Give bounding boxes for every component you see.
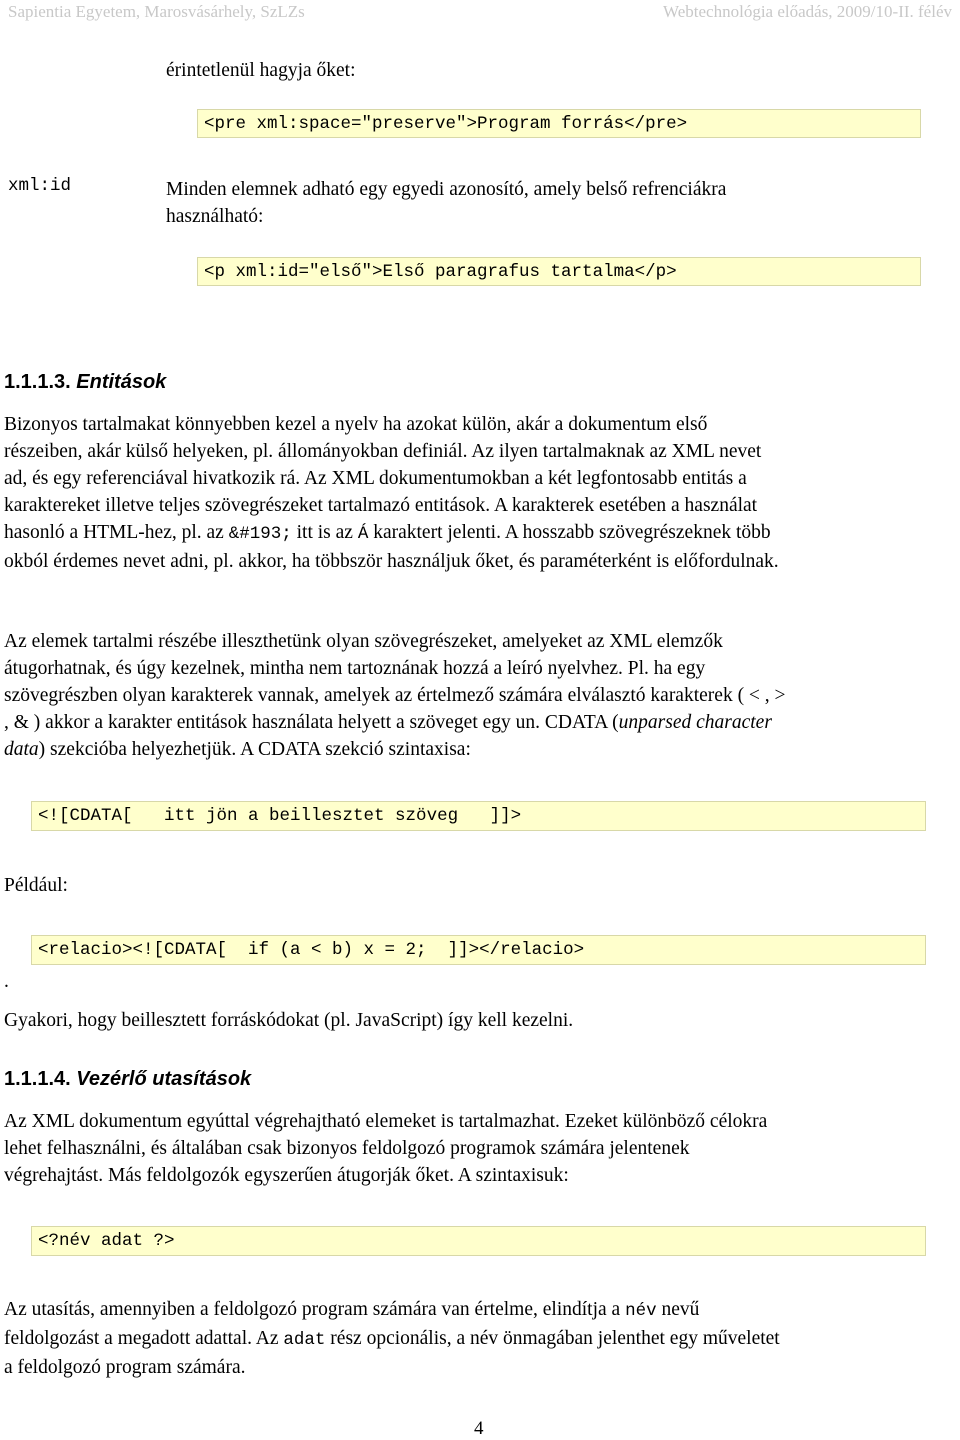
section-heading-processing-instructions: [4, 1068, 251, 1091]
xmlid-desc-line-2: használható:: [166, 206, 264, 227]
text-line: karaktereket illetve teljes szövegrészeket tartalmazó entitások. A karakterek esetében a használat: [4, 495, 758, 516]
section-title: Entitások: [76, 371, 167, 393]
text-segment: ) szekcióba helyezhetjük. A CDATA szekció szintaxisa:: [38, 739, 471, 760]
text-segment: nevű: [656, 1299, 700, 1320]
page-number: 4: [474, 1418, 484, 1439]
code-box-pi: <?név adat ?>: [31, 1226, 926, 1256]
header-lecture-title: Webtechnológia előadás, 2009/10-II. félév: [663, 2, 952, 21]
text-segment: rész opcionális, a név önmagában jelenthet egy műveletet: [325, 1328, 780, 1349]
text-line: végrehajtást. Más feldolgozók egyszerűen átugorják őket. A szintaxisuk:: [4, 1165, 569, 1186]
inline-code-nev: név: [625, 1301, 657, 1321]
text-segment: itt is az: [291, 522, 358, 543]
text-segment: Az utasítás, amennyiben a feldolgozó program számára van értelme, elindítja a: [4, 1299, 626, 1320]
text-segment: , & ) akkor a karakter entitások használata helyett a szöveget egy un. CDATA (: [4, 712, 619, 733]
code-box-relacio: <relacio><![CDATA[ if (a < b) x = 2; ]]></relacio>: [31, 935, 926, 965]
inline-code-char: Á: [357, 524, 369, 544]
xmlid-description: [166, 176, 726, 230]
text-segment: Az ilyen tartalmaknak az XML nevet: [467, 441, 762, 462]
xmlid-desc-line-1: Minden elemnek adható egy egyedi azonosító, amely belső refrenciákra: [166, 179, 727, 200]
text-line: szövegrészben olyan karakterek vannak, amelyek az értelmező számára elválasztó karakterek ( < , >: [4, 685, 786, 706]
text-line: Bizonyos tartalmakat könnyebben kezel a nyelv ha azokat külön, akár a dokumentum első: [4, 414, 708, 435]
header-course-institution: Sapientia Egyetem, Marosvásárhely, SzLZs: [8, 2, 305, 21]
text-segment: ad, és egy referenciával hivatkozik rá.: [4, 468, 301, 489]
section-number: 1.1.1.4.: [4, 1068, 71, 1090]
text-line: okból érdemes nevet adni, pl. akkor, ha többször használjuk őket, és paraméterként is előfordulnak.: [4, 551, 779, 572]
section-title: Vezérlő utasítások: [76, 1068, 252, 1090]
code-box-cdata: <![CDATA[ itt jön a beillesztet szöveg ]]>: [31, 801, 926, 831]
text-line: [4, 1296, 949, 1325]
text-line: [4, 709, 949, 736]
common-usage-text: Gyakori, hogy beillesztett forráskódokat (pl. JavaScript) így kell kezelni.: [4, 1010, 574, 1031]
example-label: Például:: [4, 875, 68, 896]
xmlid-term: xml:id: [8, 176, 72, 196]
section-heading-entities: [4, 371, 166, 394]
text-segment: feldolgozást a megadott adattal. Az: [4, 1328, 284, 1349]
code-box-xmlid: <p xml:id="első">Első paragrafus tartalma</p>: [197, 257, 921, 286]
text-segment: Az XML dokumentumokban a két legfontosabb entitás a: [300, 468, 747, 489]
text-segment: részeiben, akár külső helyeken, pl. állományokban definiál.: [4, 441, 468, 462]
text-line: lehet felhasználni, és általában csak bizonyos feldolgozó programok számára jelentenek: [4, 1138, 690, 1159]
pi-paragraph-1: [4, 1108, 949, 1189]
text-segment: karaktert jelenti. A hosszabb szövegrészeknek több: [368, 522, 771, 543]
entities-paragraph-1: [4, 411, 949, 575]
intro-text: érintetlenül hagyja őket:: [166, 60, 356, 81]
text-line: Az elemek tartalmi részébe illeszthetünk olyan szövegrészeket, amelyeket az XML elemzők: [4, 631, 723, 652]
text-line: átugorhatnak, és úgy kezelnek, mintha nem tartoznának hozzá a leíró nyelvhez. Pl. ha egy: [4, 658, 706, 679]
italic-term: data: [4, 739, 39, 760]
text-line: Az XML dokumentum egyúttal végrehajtható elemeket is tartalmazhat. Ezeket különböző célokra: [4, 1111, 768, 1132]
italic-term: unparsed character: [618, 712, 772, 733]
text-line: [4, 519, 949, 548]
inline-code-entity: &#193;: [228, 524, 292, 544]
text-line: [4, 438, 949, 465]
code-box-preserve: <pre xml:space="preserve">Program forrás</pre>: [197, 109, 921, 138]
inline-code-adat: adat: [283, 1330, 326, 1350]
text-line: [4, 736, 949, 763]
entities-paragraph-2: [4, 628, 949, 763]
text-line: [4, 465, 949, 492]
section-number: 1.1.1.3.: [4, 371, 71, 393]
text-segment: hasonló a HTML-hez, pl. az: [4, 522, 229, 543]
text-line: [4, 1325, 949, 1354]
text-line: a feldolgozó program számára.: [4, 1357, 246, 1378]
stray-dot: .: [4, 971, 9, 992]
pi-paragraph-2: [4, 1296, 949, 1381]
